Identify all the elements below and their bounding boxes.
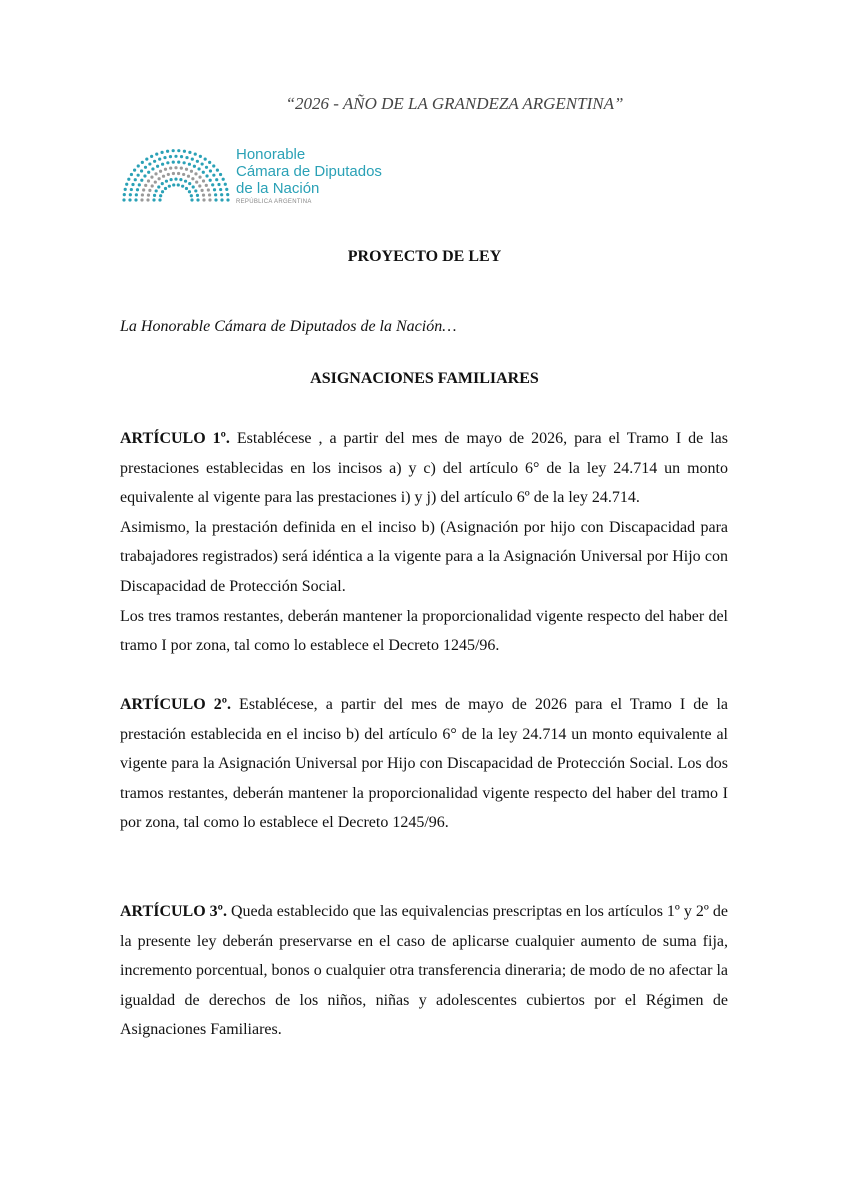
logo-dot [144,184,147,187]
logo-dot [150,155,153,158]
logo-dot [141,193,144,196]
logo-dot [188,190,191,193]
article-1-line-3: Los tres tramos restantes, deberán mantener la proporcionalidad vigente respecto del haber del tramo I por zona, tal como lo establece el Decreto 1245/96. [120,607,728,655]
logo-dot [161,182,164,185]
logo-dot [208,198,211,201]
logo-dot [194,172,197,175]
logo-dot [165,180,168,183]
logo-line-1: Honorable [236,146,306,163]
logo-dot [133,169,136,172]
logo-dot [202,194,205,197]
logo-dot [158,158,161,161]
logo-dot [202,171,205,174]
logo-dot [148,162,151,165]
logo-dot [170,178,173,181]
logo-dot [134,198,137,201]
logo-dot [222,178,225,181]
logo-dot [135,193,138,196]
logo-dot [226,198,229,201]
logo-dot [181,185,184,188]
logo-dot [162,175,165,178]
logo-dot [169,167,172,170]
logo-dot [163,156,166,159]
logo-dot [158,177,161,180]
logo-dot [140,198,143,201]
logo-dot [131,183,134,186]
logo-dot [148,189,151,192]
article-1-text-1: Establécese , a partir del mes de mayo de 2026, para el Tramo I de las prestaciones establecidas en los incisos a) y c) del artículo 6° de la ley 24.714 un monto equivalente al vigente para las prestaciones i) y j) del artículo 6º de la ley 24.714. [120,430,729,507]
logo-dot [147,194,150,197]
logo-dot [169,155,172,158]
logo-dot [192,185,195,188]
logo-dot [196,160,199,163]
logo-dot [185,168,188,171]
logo-dot [208,193,211,196]
logo-dot [122,198,125,201]
logo-dot [201,162,204,165]
logo-dot [179,178,182,181]
logo-dot [124,188,127,191]
logo-dot [194,153,197,156]
logo-dot [183,161,186,164]
logo-dot [199,155,202,158]
logo-dot [157,185,160,188]
logo-dot [145,158,148,161]
logo-dot [220,198,223,201]
logo-dot [137,174,140,177]
logo-dot [214,193,217,196]
logo-dot [164,187,167,190]
article-3 [120,897,728,1045]
article-1-line-1 [120,424,728,513]
logo-dot [220,193,223,196]
logo-dot [153,194,156,197]
header-motto: “2026 - AÑO DE LA GRANDEZA ARGENTINA” [285,94,624,113]
logo-dot [164,168,167,171]
logo-dot [172,172,175,175]
logo-dot [188,163,191,166]
logo-dot [166,150,169,153]
logo-dot [152,198,155,201]
logo-dot [137,164,140,167]
document-title: PROYECTO DE LEY [347,248,502,265]
logo-dot [177,183,180,186]
logo-dot [201,189,204,192]
logo-dot [190,198,193,201]
logo-dot [151,184,154,187]
logo-dot [205,166,208,169]
logo-dot [207,188,210,191]
article-3-label: ARTÍCULO 3º. [120,903,227,920]
logo-dot [196,194,199,197]
logo-dot [185,187,188,190]
logo-dot [211,183,214,186]
logo-dot [190,194,193,197]
logo-dot [147,179,150,182]
logo-subtitle: REPÚBLICA ARGENTINA [236,199,312,205]
logo-dot [147,171,150,174]
logo-dot [205,184,208,187]
logo-dot [214,198,217,201]
logo-dot [159,170,162,173]
logo-dot [177,172,180,175]
logo-dot [150,176,153,179]
logo-dot [205,174,208,177]
logo-dot [130,173,133,176]
logo-dot [159,194,162,197]
article-1 [120,424,728,661]
logo-dot [216,169,219,172]
logo-dot [174,178,177,181]
logo-dot [140,179,143,182]
logo-dot [130,188,133,191]
chamber-logo-text [236,146,382,205]
logo-dot [156,165,159,168]
logo-line-2: Cámara de Diputados [236,163,382,180]
section-heading: ASIGNACIONES FAMILIARES [310,370,539,387]
logo-dot [161,190,164,193]
logo-dot [219,188,222,191]
article-2-text: Establécese, a partir del mes de mayo de 2026 para el Tramo I de la prestación establecida en el inciso b) del artículo 6° de la ley 24.714 un monto equivalente al vigente para la Asignación Universal por Hijo con Discapacidad de Protección Social. Los dos tramos restantes, deberán mantener la proporcionalidad vigente respecto del haber del tramo I por zona, tal como lo establece el Decreto 1245/96. [120,696,728,832]
logo-dot [209,179,212,182]
document-intro: La Honorable Cámara de Diputados de la Nación… [120,318,457,335]
logo-dot [154,172,157,175]
logo-dot [182,173,185,176]
logo-dot [140,169,143,172]
logo-dot [155,153,158,156]
logo-dot [177,160,180,163]
logo-dot [180,167,183,170]
logo-dot [212,164,215,167]
logo-dot [128,198,131,201]
logo-dot [219,173,222,176]
logo-dot [129,193,132,196]
article-1-line-2: Asimismo, la prestación definida en el inciso b) (Asignación por hijo con Discapacidad para trabajadores registrados) será idéntica a la vigente para a la Asignación Universal por Hijo con Discapacidad de Protección Social. [120,518,728,595]
article-3-text: Queda establecido que las equivalencias prescriptas en los artículos 1º y 2º de la presente ley deberán preservarse en el caso de aplicarse cualquier aumento de suma fija, incremento porcentual, bonos o cualquier otra transferencia dineraria; de modo de no afectar la igualdad de derechos de los niños, niñas y adolescentes cubiertos por el Régimen de Asignaciones Familiares. [120,903,728,1039]
logo-dot [212,174,215,177]
logo-dot [198,176,201,179]
logo-dot [141,161,144,164]
article-1-label: ARTÍCULO 1º. [120,430,230,447]
logo-dot [168,185,171,188]
logo-dot [190,170,193,173]
logo-dot [143,174,146,177]
logo-dot [193,165,196,168]
logo-dot [185,156,188,159]
logo-line-3: de la Nación [236,180,320,197]
logo-dot [134,178,137,181]
logo-dot [177,149,180,152]
chamber-logo-icon [121,138,231,208]
logo-dot [153,160,156,163]
article-2 [120,690,728,838]
logo-dot [191,177,194,180]
logo-dot [172,160,175,163]
logo-dot [174,155,177,158]
logo-dot [195,180,198,183]
logo-dot [167,173,170,176]
logo-dot [125,183,128,186]
logo-dot [172,183,175,186]
logo-dot [194,189,197,192]
logo-dot [224,183,227,186]
logo-dot [146,198,149,201]
logo-dot [187,175,190,178]
logo-dot [191,158,194,161]
logo-dot [197,167,200,170]
logo-dot [184,180,187,183]
logo-dot [202,198,205,201]
logo-dot [209,169,212,172]
logo-dot [226,193,229,196]
logo-dot [166,161,169,164]
logo-dot [196,198,199,201]
logo-dot [204,158,207,161]
logo-dot [198,184,201,187]
logo-dot [160,151,163,154]
logo-dot [151,167,154,170]
logo-dot [225,188,228,191]
logo-dot [183,150,186,153]
logo-dot [144,166,147,169]
logo-dot [172,149,175,152]
logo-dot [158,198,161,201]
logo-dot [174,166,177,169]
logo-dot [154,180,157,183]
logo-dot [188,182,191,185]
logo-dot [155,189,158,192]
logo-dot [127,178,130,181]
logo-dot [208,161,211,164]
article-2-label: ARTÍCULO 2º. [120,696,231,713]
logo-dot [123,193,126,196]
logo-dot [180,155,183,158]
logo-dot [136,188,139,191]
logo-dot [202,179,205,182]
logo-dot [188,151,191,154]
logo-dot [161,163,164,166]
logo-dot [138,183,141,186]
logo-dot [213,188,216,191]
logo-dot [217,183,220,186]
logo-dot [215,178,218,181]
logo-dot [142,188,145,191]
